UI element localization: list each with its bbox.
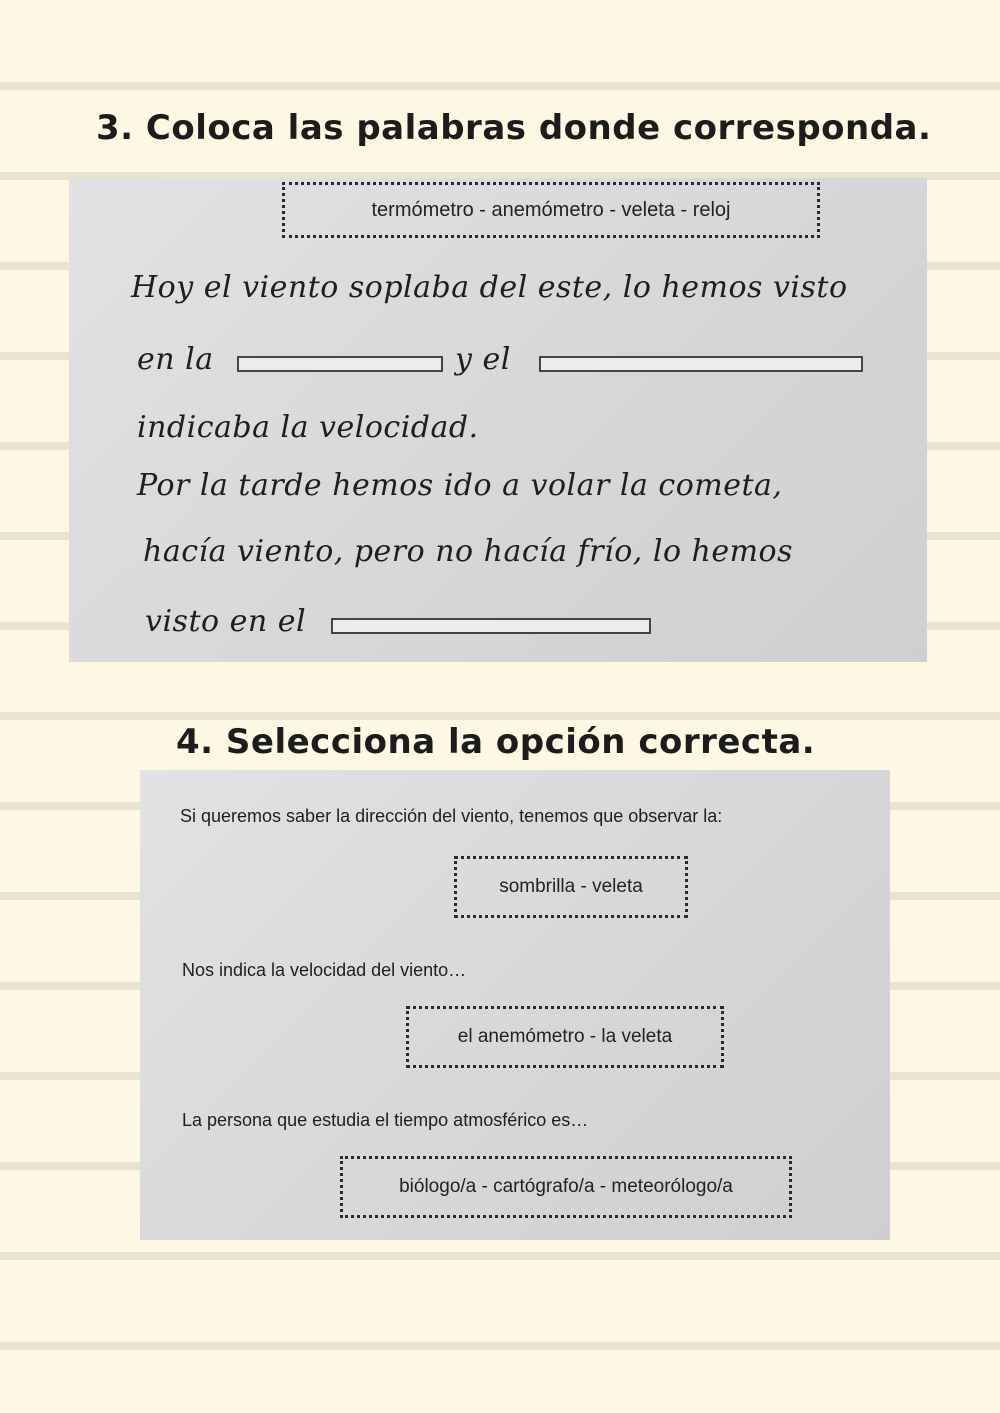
handwritten-line-3: indicaba la velocidad. bbox=[137, 410, 479, 445]
handwritten-line-6: visto en el bbox=[145, 604, 307, 639]
handwritten-line-4: Por la tarde hemos ido a volar la cometa, bbox=[137, 468, 783, 503]
multiple-choice-photo bbox=[140, 770, 890, 1240]
handwritten-line-2a: en la bbox=[137, 342, 214, 377]
handwritten-line-1: Hoy el viento soplaba del este, lo hemos visto bbox=[131, 270, 848, 305]
blank-field-2[interactable] bbox=[539, 356, 863, 372]
section-4-title: 4. Selecciona la opción correcta. bbox=[176, 722, 816, 762]
question-1-text: Si queremos saber la dirección del viento, tenemos que observar la: bbox=[180, 806, 723, 826]
blank-field-1[interactable] bbox=[237, 356, 443, 372]
question-3-options[interactable]: biólogo/a - cartógrafo/a - meteorólogo/a bbox=[340, 1156, 792, 1218]
question-1-options[interactable]: sombrilla - veleta bbox=[454, 856, 688, 918]
question-2-options[interactable]: el anemómetro - la veleta bbox=[406, 1006, 724, 1068]
handwritten-line-5: hacía viento, pero no hacía frío, lo hemos bbox=[143, 534, 794, 569]
word-bank-box: termómetro - anemómetro - veleta - reloj bbox=[282, 182, 820, 238]
question-2-text: Nos indica la velocidad del viento… bbox=[182, 960, 467, 980]
blank-field-3[interactable] bbox=[331, 618, 651, 634]
fill-in-blanks-photo bbox=[69, 178, 927, 662]
section-3-title: 3. Coloca las palabras donde corresponda. bbox=[96, 108, 932, 148]
question-3-text: La persona que estudia el tiempo atmosférico es… bbox=[182, 1110, 589, 1130]
handwritten-line-2b: y el bbox=[455, 342, 511, 377]
